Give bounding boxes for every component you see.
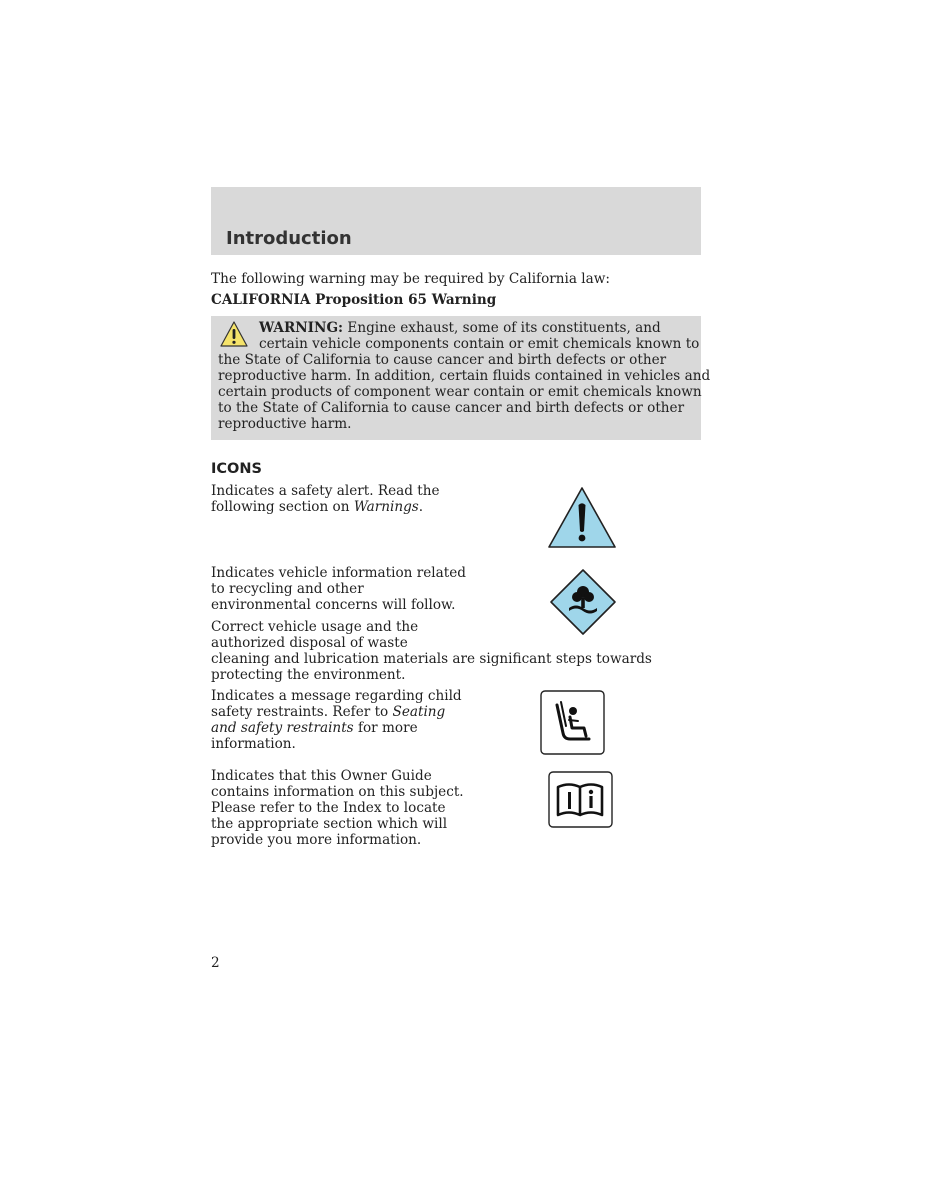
child-safety-text <box>211 704 445 720</box>
recycling-text: to recycling and other <box>211 581 364 597</box>
warning-text: reproductive harm. In addition, certain fluids contained in vehicles and <box>218 368 711 384</box>
child-safety-text: information. <box>211 736 296 752</box>
recycling-text: cleaning and lubrication materials are significant steps towards <box>211 651 652 667</box>
recycling-text: Correct vehicle usage and the <box>211 619 419 635</box>
owner-guide-text: Indicates that this Owner Guide <box>211 768 432 784</box>
icons-heading: ICONS <box>211 461 262 477</box>
warning-text: certain products of component wear contain or emit chemicals known <box>218 384 702 400</box>
recycling-text: protecting the environment. <box>211 667 406 683</box>
warning-label: WARNING: <box>259 320 344 336</box>
text-span: following section on <box>211 499 354 515</box>
warning-text: reproductive harm. <box>218 416 352 432</box>
warning-text: to the State of California to cause cancer and birth defects or other <box>218 400 685 416</box>
recycling-text: environmental concerns will follow. <box>211 597 456 613</box>
child-safety-text: Indicates a message regarding child <box>211 688 462 704</box>
warning-text: certain vehicle components contain or emit chemicals known to <box>259 336 700 352</box>
warning-text: the State of California to cause cancer and birth defects or other <box>218 352 667 368</box>
page-title: Introduction <box>226 228 352 249</box>
seating-reference: and safety restraints <box>211 720 354 736</box>
warning-triangle-icon <box>219 320 249 348</box>
child-seat-icon <box>540 690 605 755</box>
seating-reference: Seating <box>392 704 446 720</box>
recycling-environment-icon <box>549 568 617 636</box>
warning-text: Engine exhaust, some of its constituents, and <box>343 320 661 336</box>
text-span: for more <box>353 720 418 736</box>
text-span: . <box>418 499 424 515</box>
page-number: 2 <box>211 955 220 971</box>
owner-guide-text: the appropriate section which will <box>211 816 448 832</box>
owner-guide-text: provide you more information. <box>211 832 422 848</box>
safety-alert-icon <box>547 486 617 549</box>
owner-guide-text: Please refer to the Index to locate <box>211 800 446 816</box>
recycling-text: Indicates vehicle information related <box>211 565 466 581</box>
owner-guide-text: contains information on this subject. <box>211 784 464 800</box>
intro-text: The following warning may be required by California law: <box>211 271 610 287</box>
text-span: safety restraints. Refer to <box>211 704 393 720</box>
owner-guide-book-icon <box>548 771 613 828</box>
child-safety-text <box>211 720 418 736</box>
warning-line-1 <box>259 320 661 336</box>
safety-alert-text: Indicates a safety alert. Read the <box>211 483 440 499</box>
proposition-heading: CALIFORNIA Proposition 65 Warning <box>211 292 497 308</box>
safety-alert-text <box>211 499 423 515</box>
recycling-text: authorized disposal of waste <box>211 635 408 651</box>
warnings-reference: Warnings <box>353 499 419 515</box>
